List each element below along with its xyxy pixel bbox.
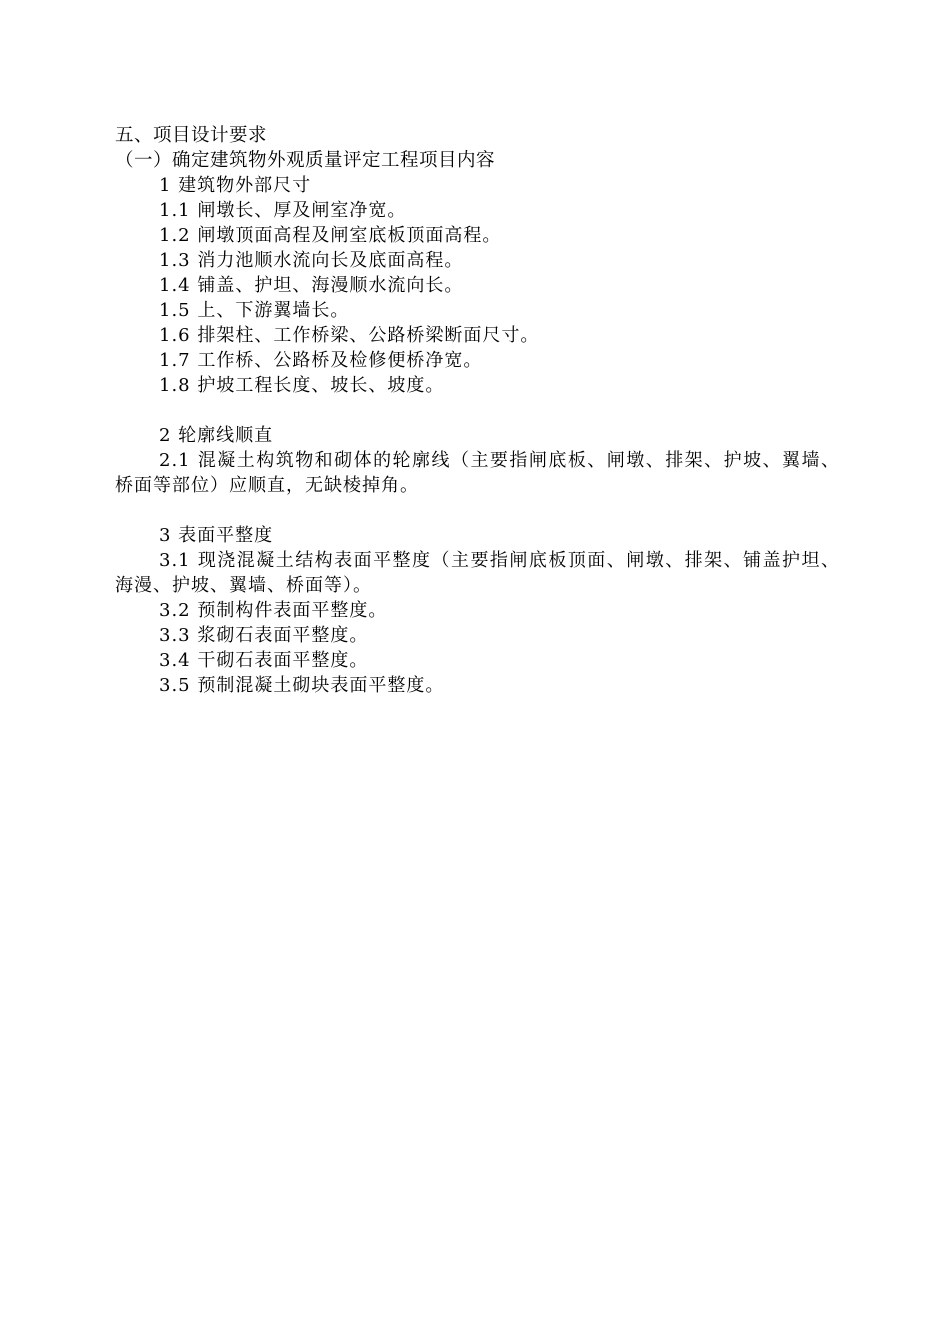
paragraph: 2.1 混凝土构筑物和砌体的轮廓线（主要指闸底板、闸墩、排架、护坡、翼墙、桥面等部位）应顺直，无缺棱掉角。 xyxy=(115,450,840,496)
list-item: 3.2 预制构件表面平整度。 xyxy=(159,600,388,621)
list-item: 1.7 工作桥、公路桥及检修便桥净宽。 xyxy=(159,350,483,371)
list-item: 3.3 浆砌石表面平整度。 xyxy=(159,625,369,646)
list-item: 3.4 干砌石表面平整度。 xyxy=(159,650,369,671)
list-item: 1.4 铺盖、护坦、海漫顺水流向长。 xyxy=(159,275,464,296)
group-title: 2 轮廓线顺直 xyxy=(159,425,274,446)
group-title: 1 建筑物外部尺寸 xyxy=(159,175,312,196)
list-item: 1.8 护坡工程长度、坡长、坡度。 xyxy=(159,375,445,396)
section-title: 五、项目设计要求 xyxy=(115,125,268,146)
list-item: 1.6 排架柱、工作桥梁、公路桥梁断面尺寸。 xyxy=(159,325,540,346)
spacer xyxy=(115,498,840,523)
list-item: 1.2 闸墩顶面高程及闸室底板顶面高程。 xyxy=(159,225,502,246)
list-item: 1.1 闸墩长、厚及闸室净宽。 xyxy=(159,200,407,221)
document-body xyxy=(115,123,840,698)
group-title: 3 表面平整度 xyxy=(159,525,274,546)
list-item: 3.5 预制混凝土砌块表面平整度。 xyxy=(159,675,445,696)
subsection-title: （一）确定建筑物外观质量评定工程项目内容 xyxy=(115,150,496,171)
list-item: 1.3 消力池顺水流向长及底面高程。 xyxy=(159,250,464,271)
list-item: 1.5 上、下游翼墙长。 xyxy=(159,300,350,321)
spacer xyxy=(115,398,840,423)
paragraph: 3.1 现浇混凝土结构表面平整度（主要指闸底板顶面、闸墩、排架、铺盖护坦、海漫、护坡、翼墙、桥面等）。 xyxy=(115,550,840,596)
